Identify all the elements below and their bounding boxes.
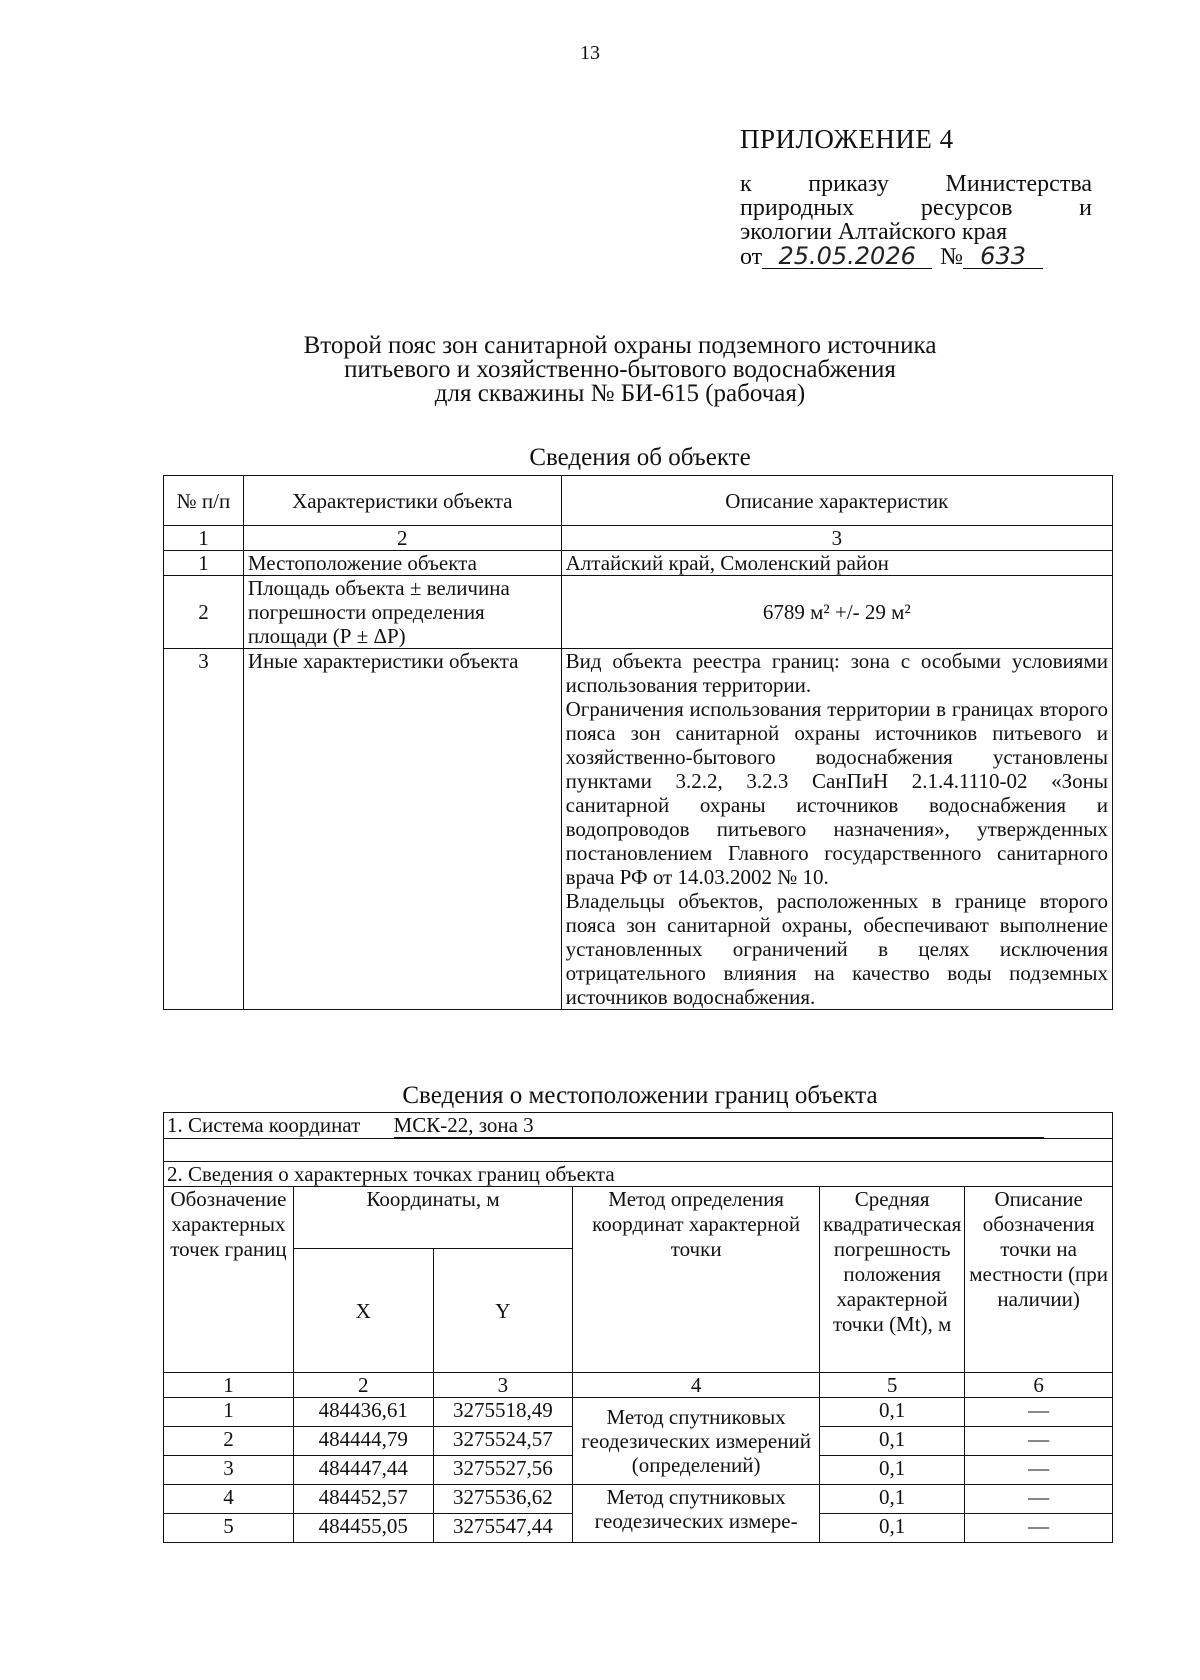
point-method: Метод спутниковых геодезических измере- xyxy=(573,1485,820,1543)
column-number: 2 xyxy=(293,1373,433,1398)
point-method: Метод спутниковых геодезических измерений (определений) xyxy=(573,1398,820,1485)
column-number: 6 xyxy=(965,1373,1113,1398)
point-y: 3275547,44 xyxy=(433,1514,573,1543)
appendix-word: природных xyxy=(740,195,855,221)
header-point: Обозначение характерных точек границ xyxy=(164,1187,294,1373)
point-error: 0,1 xyxy=(820,1456,965,1485)
point-error: 0,1 xyxy=(820,1427,965,1456)
appendix-line-1 xyxy=(740,172,1092,196)
row-name: Площадь объекта ± величина погрешности определения площади (Р ± ΔР) xyxy=(243,576,561,649)
row-number: 3 xyxy=(164,649,244,1010)
column-number: 5 xyxy=(820,1373,965,1398)
appendix-word: и xyxy=(1079,195,1092,221)
document-heading xyxy=(230,334,1010,406)
table-row xyxy=(164,551,1113,576)
boundaries-table xyxy=(163,1112,1113,1543)
column-number: 3 xyxy=(561,526,1112,551)
header-coords: Координаты, м xyxy=(293,1187,572,1249)
header-error: Средняя квадратическая погрешность положения характерной точки (Mt), м xyxy=(820,1187,965,1373)
coord-system-row xyxy=(164,1113,1113,1139)
point-y: 3275518,49 xyxy=(433,1398,573,1427)
row-value: Алтайский край, Смоленский район xyxy=(561,551,1112,576)
point-x: 484452,57 xyxy=(293,1485,433,1514)
paragraph: Вид объекта реестра границ: зона с особыми условиями использования территории. xyxy=(565,649,1108,697)
point-x: 484436,61 xyxy=(293,1398,433,1427)
coord-system-cell xyxy=(164,1113,1113,1139)
heading-line: Второй пояс зон санитарной охраны подземного источника xyxy=(303,332,937,359)
column-number: 1 xyxy=(164,1373,294,1398)
spacer-row xyxy=(164,1139,1113,1162)
paragraph: Владельцы объектов, расположенных в границе второго пояса зон санитарной охраны, обеспечивают выполнение установленных ограничений в целях исключения отрицательного влияния на качество воды подземных источников водоснабжения. xyxy=(565,889,1108,1009)
point-error: 0,1 xyxy=(820,1514,965,1543)
object-info-title: Сведения об объекте xyxy=(529,444,751,471)
point-number: 1 xyxy=(164,1398,294,1427)
heading-line: для скважины № БИ-615 (рабочая) xyxy=(434,380,806,407)
coord-system-value: МСК-22, зона 3 xyxy=(394,1113,1044,1138)
appendix-title: ПРИЛОЖЕНИЕ 4 xyxy=(740,124,954,154)
point-x: 484447,44 xyxy=(293,1456,433,1485)
row-value: 6789 м² +/- 29 м² xyxy=(561,576,1112,649)
point-y: 3275527,56 xyxy=(433,1456,573,1485)
table-header-row xyxy=(164,1187,1113,1249)
appendix-word: Министерства xyxy=(945,171,1092,197)
appendix-line-3: экологии Алтайского края xyxy=(740,219,1008,245)
order-signature-line xyxy=(740,244,1092,269)
header-cell: № п/п xyxy=(164,476,244,526)
row-number: 1 xyxy=(164,551,244,576)
appendix-word: ресурсов xyxy=(920,195,1013,221)
point-number: 2 xyxy=(164,1427,294,1456)
table-row xyxy=(164,576,1113,649)
header-y: Y xyxy=(433,1249,573,1373)
point-description: — xyxy=(965,1485,1113,1514)
from-label: от xyxy=(740,244,763,270)
row-number: 2 xyxy=(164,576,244,649)
appendix-word: приказу xyxy=(808,171,889,197)
header-cell: Характеристики объекта xyxy=(243,476,561,526)
appendix-reference xyxy=(740,172,1092,269)
header-cell: Описание характеристик xyxy=(561,476,1112,526)
order-date: 25.05.2026 xyxy=(762,244,932,269)
table-row xyxy=(164,1485,1113,1514)
appendix-line-2 xyxy=(740,196,1092,220)
header-x: X xyxy=(293,1249,433,1373)
appendix-word: к xyxy=(740,171,752,197)
header-description: Описание обозначения точки на местности (при наличии) xyxy=(965,1187,1113,1373)
table-row xyxy=(164,649,1113,1010)
point-number: 5 xyxy=(164,1514,294,1543)
point-description: — xyxy=(965,1514,1113,1543)
points-label-row xyxy=(164,1162,1113,1187)
point-description: — xyxy=(965,1456,1113,1485)
row-name: Местоположение объекта xyxy=(243,551,561,576)
column-number: 4 xyxy=(573,1373,820,1398)
row-value xyxy=(561,649,1112,1010)
boundaries-title: Сведения о местоположении границ объекта xyxy=(402,1082,878,1109)
column-number: 2 xyxy=(243,526,561,551)
header-method: Метод определения координат характерной точки xyxy=(573,1187,820,1373)
point-description: — xyxy=(965,1398,1113,1427)
order-number: 633 xyxy=(963,244,1043,269)
point-y: 3275536,62 xyxy=(433,1485,573,1514)
table-row xyxy=(164,1398,1113,1427)
column-number-row xyxy=(164,526,1113,551)
coord-system-label: 1. Система координат xyxy=(167,1113,361,1137)
point-x: 484444,79 xyxy=(293,1427,433,1456)
points-label: 2. Сведения о характерных точках границ объекта xyxy=(164,1162,1113,1187)
point-description: — xyxy=(965,1427,1113,1456)
paragraph: Ограничения использования территории в границах второго пояса зон санитарной охраны источников питьевого и хозяйственно-бытового водоснабжения установлены пунктами 3.2.2, 3.2.3 СанПиН 2.1.4.1110-02 «Зоны санитарной охраны источников водоснабжения и водопроводов питьевого назначения», утвержденных постановлением Главного государственного санитарного врача РФ от 14.03.2002 № 10. xyxy=(565,697,1108,889)
point-error: 0,1 xyxy=(820,1398,965,1427)
column-number-row xyxy=(164,1373,1113,1398)
point-x: 484455,05 xyxy=(293,1514,433,1543)
number-label: № xyxy=(940,244,964,270)
point-error: 0,1 xyxy=(820,1485,965,1514)
spacer-cell xyxy=(164,1139,1113,1162)
heading-line: питьевого и хозяйственно-бытового водоснабжения xyxy=(344,356,896,383)
table-header-row xyxy=(164,476,1113,526)
point-number: 3 xyxy=(164,1456,294,1485)
column-number: 3 xyxy=(433,1373,573,1398)
row-name: Иные характеристики объекта xyxy=(243,649,561,1010)
object-info-table xyxy=(163,475,1113,1010)
point-y: 3275524,57 xyxy=(433,1427,573,1456)
column-number: 1 xyxy=(164,526,244,551)
page-number: 13 xyxy=(580,42,600,64)
point-number: 4 xyxy=(164,1485,294,1514)
